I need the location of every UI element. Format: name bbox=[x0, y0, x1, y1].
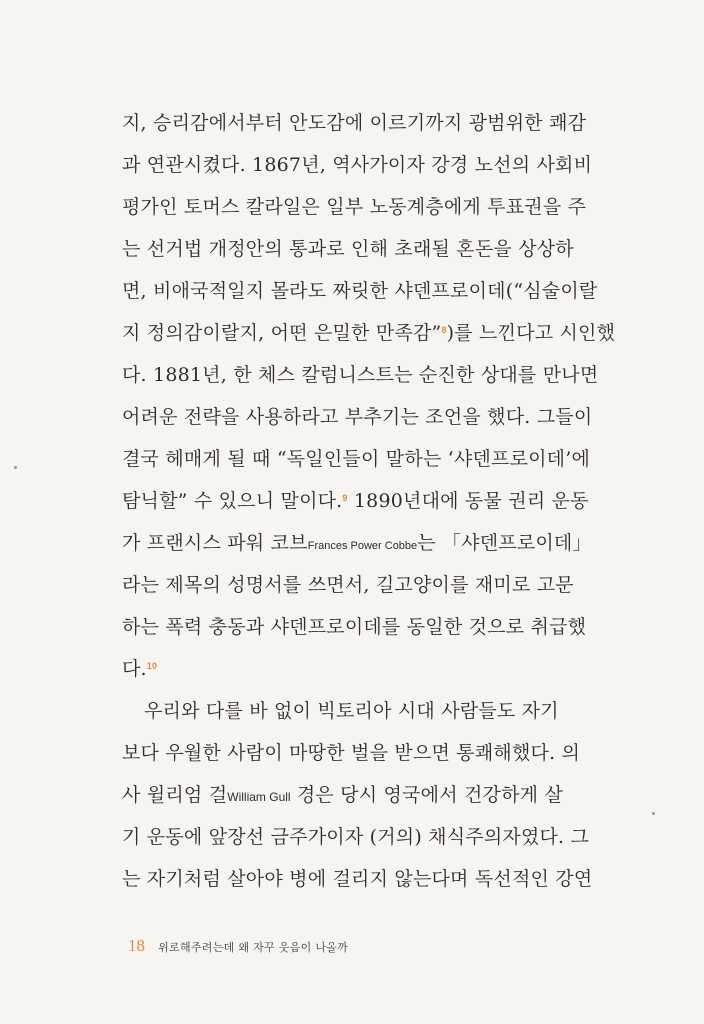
text-line: 우리와 다를 바 없이 빅토리아 시대 사람들도 자기 bbox=[144, 700, 559, 722]
text-line: 어려운 전략을 사용하라고 부추기는 조언을 했다. 그들이 bbox=[122, 406, 593, 428]
text-line bbox=[122, 774, 622, 816]
running-title: 위로해주려는데 왜 자꾸 웃음이 나올까 bbox=[158, 941, 349, 954]
original-name: Frances Power Cobbe bbox=[307, 540, 418, 552]
text-line: 라는 제목의 성명서를 쓰면서, 길고양이를 재미로 고문 bbox=[122, 574, 574, 596]
original-name: William Gull bbox=[227, 790, 291, 804]
text-segment: 는 「샤덴프로이데」 bbox=[417, 532, 592, 554]
text-line: 과 연관시켰다. 1867년, 역사가이자 강경 노선의 사회비 bbox=[122, 154, 593, 176]
text-line: 면, 비애국적일지 몰라도 짜릿한 샤덴프로이데(“심술이랄 bbox=[122, 280, 598, 302]
text-line bbox=[122, 648, 622, 690]
footnote-marker: 9 bbox=[342, 493, 348, 503]
page-footer bbox=[128, 936, 348, 956]
text-line bbox=[122, 312, 622, 354]
text-line: 다. 1881년, 한 체스 칼럼니스트는 순진한 상대를 만나면 bbox=[122, 364, 599, 386]
body-text bbox=[122, 102, 622, 900]
text-segment: 지 정의감이랄지, 어떤 은밀한 만족감” bbox=[122, 322, 442, 344]
page-number: 18 bbox=[128, 936, 145, 955]
text-line: 평가인 토머스 칼라일은 일부 노동계층에게 투표권을 주 bbox=[122, 196, 587, 218]
text-line: 보다 우월한 사람이 마땅한 벌을 받으면 통쾌해했다. 의 bbox=[122, 742, 581, 764]
text-line bbox=[122, 480, 622, 522]
text-line: 는 자기처럼 살아야 병에 걸리지 않는다며 독선적인 강연 bbox=[122, 868, 593, 890]
text-segment: 사 윌리엄 걸 bbox=[122, 784, 228, 806]
text-line bbox=[122, 522, 622, 564]
text-segment: )를 느낀다고 시인했 bbox=[446, 322, 616, 344]
text-segment: 탐닉할” 수 있으니 말이다. bbox=[122, 490, 343, 512]
footnote-marker: 8 bbox=[441, 325, 447, 335]
text-line: 하는 폭력 충동과 샤덴프로이데를 동일한 것으로 취급했 bbox=[122, 616, 587, 638]
text-segment: 가 프랜시스 파워 코브 bbox=[122, 532, 308, 554]
text-segment: 1890년대에 동물 권리 운동 bbox=[347, 490, 589, 512]
text-segment: 경은 당시 영국에서 건강하게 살 bbox=[290, 784, 563, 806]
text-line: 기 운동에 앞장선 금주가이자 (거의) 채식주의자였다. 그 bbox=[122, 826, 590, 848]
footnote-marker: 10 bbox=[146, 661, 158, 671]
text-line: 결국 헤매게 될 때 “독일인들이 말하는 ‘샤덴프로이데’에 bbox=[122, 448, 591, 470]
paper-speck bbox=[652, 812, 655, 815]
text-line: 지, 승리감에서부터 안도감에 이르기까지 광범위한 쾌감 bbox=[122, 112, 587, 134]
paper-speck bbox=[14, 466, 17, 469]
text-segment: 다. bbox=[122, 658, 147, 680]
text-line: 는 선거법 개정안의 통과로 인해 초래될 혼돈을 상상하 bbox=[122, 238, 574, 260]
